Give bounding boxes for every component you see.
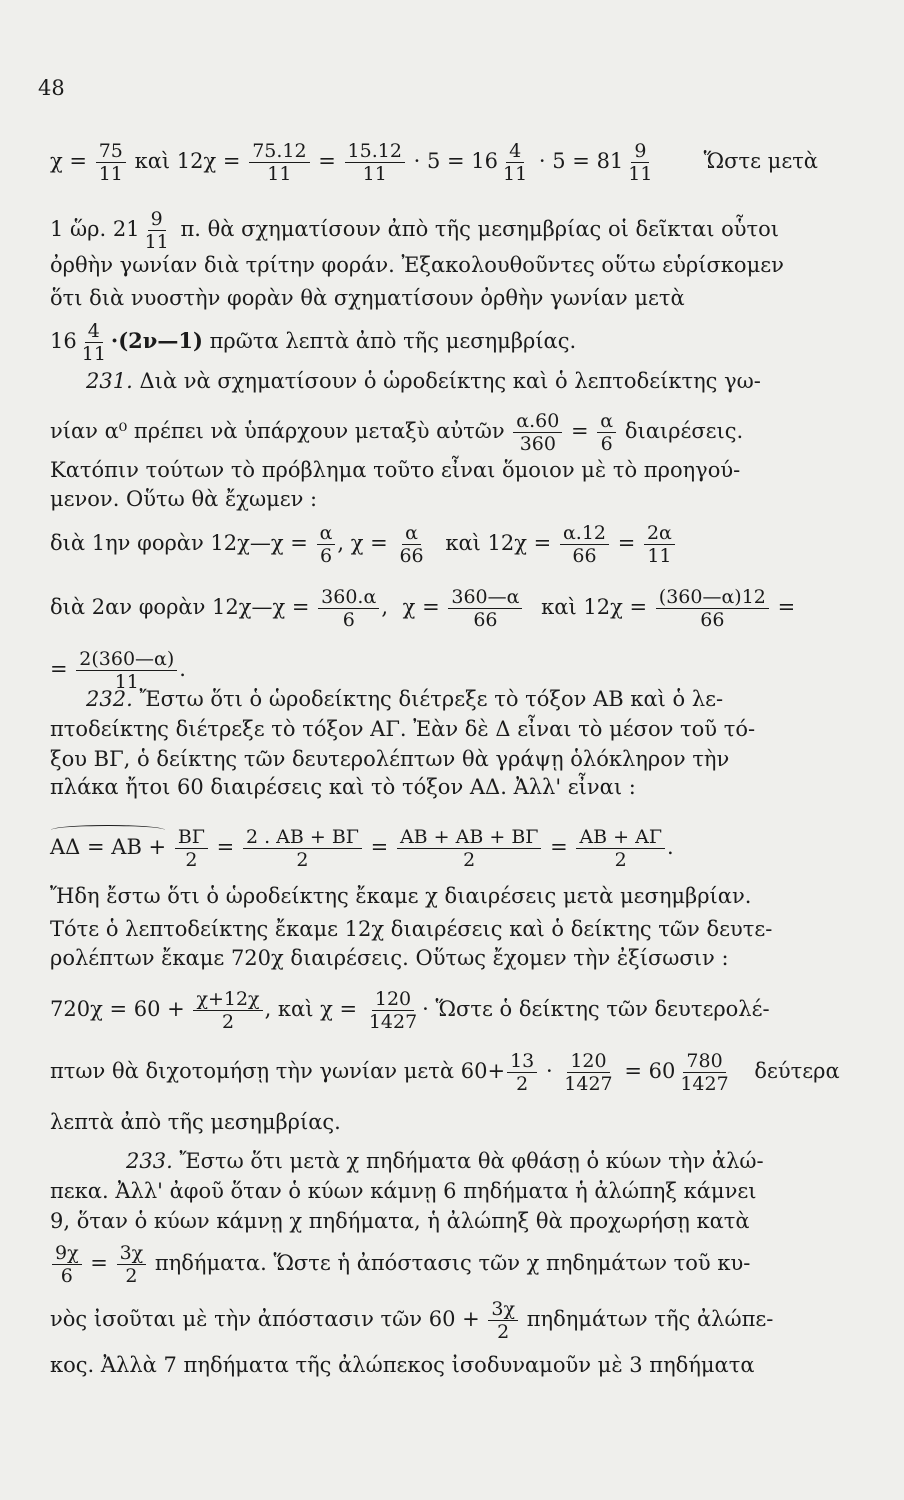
section-number: 233. bbox=[126, 1149, 173, 1173]
fraction: $\frac{2 . AB + B\Gamma}{2}$ bbox=[243, 826, 362, 871]
math-text: καὶ 12χ = bbox=[134, 149, 241, 173]
equation-line-21: 720χ = 60 + $\frac{\chi+12\chi}{2}$ , καὶ χ = $\frac{120}{1427}$ · Ὥστε ὁ δείκτης τῶν δευτερολέ- bbox=[50, 988, 770, 1033]
text-line: Ὥστε μετὰ bbox=[703, 149, 818, 173]
text-line-16: πλάκα ἤτοι 60 διαιρέσεις καὶ τὸ τόξον ΑΔ. Ἀλλ' εἶναι : bbox=[50, 775, 636, 799]
fraction: $\frac{\alpha.60}{360}$ bbox=[513, 410, 562, 455]
fraction: $\frac{120}{1427}$ bbox=[564, 1050, 613, 1095]
text-line-26: 9, ὅταν ὁ κύων κάμνῃ χ πηδήματα, ἡ ἀλώπηξ θὰ προχωρήσῃ κατὰ bbox=[50, 1209, 750, 1233]
text-line-5: 16 $\frac{4}{11}$ ·(2ν—1) πρῶτα λεπτὰ ἀπὸ τῆς μεσημβρίας. bbox=[50, 320, 577, 365]
fraction: $\frac{\alpha}{6}$ bbox=[317, 522, 336, 567]
fraction: $\frac{2\alpha}{11}$ bbox=[644, 522, 675, 567]
fraction: $\frac{75}{11}$ bbox=[96, 140, 126, 185]
text-line-19: Τότε ὁ λεπτοδείκτης ἔκαμε 12χ διαιρέσεις καὶ ὁ δείκτης τῶν δευτε- bbox=[50, 917, 773, 941]
fraction: $\frac{\alpha}{66}$ bbox=[399, 522, 424, 567]
fraction: $\frac{15.12}{11}$ bbox=[345, 140, 405, 185]
text-line-25: πεκα. Ἀλλ' ἀφοῦ ὅταν ὁ κύων κάμνῃ 6 πηδήματα ἡ ἀλώπηξ κάμνει bbox=[50, 1179, 757, 1203]
equation-line-17: ΑΔ = ΑΒ + $\frac{B\Gamma}{2}$ = $\frac{2 . AB + B\Gamma}{2}$ = $\frac{AB + AB + B\Gamma}{2}$ = $\frac{AB + A\Gamma}{2}$ . bbox=[50, 826, 674, 871]
text-line-8: Κατόπιν τούτων τὸ πρόβλημα τοῦτο εἶναι ὅμοιον μὲ τὸ προηγού- bbox=[50, 458, 741, 482]
section-232: 232. Ἔστω ὅτι ὁ ὡροδείκτης διέτρεξε τὸ τόξον ΑΒ καὶ ὁ λε- bbox=[86, 687, 724, 711]
fraction: $\frac{75.12}{11}$ bbox=[249, 140, 309, 185]
fraction: $\frac{\alpha.12}{66}$ bbox=[560, 522, 609, 567]
text-line-9: μενον. Οὕτω θὰ ἔχωμεν : bbox=[50, 487, 318, 511]
fraction: $\frac{9}{11}$ bbox=[628, 140, 653, 185]
equation-line-1: χ = $\frac{75}{11}$ καὶ 12χ = $\frac{75.12}{11}$ = $\frac{15.12}{11}$ · 5 = 16 $\frac{4}{11}$ · 5 = 81 $\frac{9}{11}$ Ὥστε μετὰ bbox=[50, 140, 818, 185]
equation-line-27: $\frac{9\chi}{6}$ = $\frac{3\chi}{2}$ πηδήματα. Ὥστε ἡ ἀπόστασις τῶν χ πηδημάτων τοῦ κυ- bbox=[50, 1242, 818, 1287]
fraction: $\frac{\alpha}{6}$ bbox=[597, 410, 616, 455]
fraction: $\frac{AB + A\Gamma}{2}$ bbox=[576, 826, 665, 871]
text-line-3: ὀρθὴν γωνίαν διὰ τρίτην φοράν. Ἐξακολουθοῦντες οὕτω εὑρίσκομεν bbox=[50, 253, 784, 277]
text-line-2: 1 ὥρ. 21 $\frac{9}{11}$ π. θὰ σχηματίσουν ἀπὸ τῆς μεσημβρίας οἱ δεῖκται οὗτοι bbox=[50, 208, 780, 253]
fraction: $\frac{360.\alpha}{6}$ bbox=[318, 586, 379, 631]
equation-line-10: διὰ 1ην φορὰν 12χ—χ = $\frac{\alpha}{6}$ , χ = $\frac{\alpha}{66}$ καὶ 12χ = $\frac{\alpha.12}{66}$ = $\frac{2\alpha}{11}$ bbox=[50, 522, 818, 567]
equation-line-28: νὸς ἰσοῦται μὲ τὴν ἀπόστασιν τῶν 60 + $\frac{3\chi}{2}$ πηδημάτων τῆς ἀλώπε- bbox=[50, 1298, 774, 1343]
section-233: 233. Ἔστω ὅτι μετὰ χ πηδήματα θὰ φθάσῃ ὁ κύων τὴν ἀλώ- bbox=[126, 1149, 764, 1173]
text-line-15: ξου ΒΓ, ὁ δείκτης τῶν δευτερολέπτων θὰ γράψῃ ὁλόκληρον τὴν bbox=[50, 747, 730, 771]
fraction: $\frac{9\chi}{6}$ bbox=[52, 1242, 82, 1287]
fraction: $\frac{780}{1427}$ bbox=[680, 1050, 729, 1095]
text-line-29: κος. Ἀλλὰ 7 πηδήματα τῆς ἀλώπεκος ἰσοδυναμοῦν μὲ 3 πηδήματα bbox=[50, 1353, 755, 1377]
equation-line-22: πτων θὰ διχοτομήσῃ τὴν γωνίαν μετὰ 60+ $\frac{13}{2}$ · $\frac{120}{1427}$ = 60 $\frac{780}{1427}$ δεύτερα bbox=[50, 1050, 840, 1095]
fraction: $\frac{13}{2}$ bbox=[507, 1050, 537, 1095]
fraction: $\frac{(360—\alpha)12}{66}$ bbox=[656, 586, 769, 631]
section-231: 231. Διὰ νὰ σχηματίσουν ὁ ὡροδείκτης καὶ ὁ λεπτοδείκτης γω- bbox=[86, 369, 761, 393]
text-line-23: λεπτὰ ἀπὸ τῆς μεσημβρίας. bbox=[50, 1110, 341, 1134]
fraction: $\frac{3\chi}{2}$ bbox=[488, 1298, 518, 1343]
fraction: $\frac{B\Gamma}{2}$ bbox=[175, 826, 208, 871]
page-number: 48 bbox=[38, 76, 65, 100]
fraction: $\frac{AB + AB + B\Gamma}{2}$ bbox=[397, 826, 542, 871]
math-text: · 5 = 81 bbox=[538, 149, 624, 173]
fraction: $\frac{120}{1427}$ bbox=[368, 988, 418, 1033]
text-line-14: πτοδείκτης διέτρεξε τὸ τόξον ΑΓ. Ἐὰν δὲ Δ εἶναι τὸ μέσον τοῦ τό- bbox=[50, 717, 756, 741]
fraction: $\frac{360—\alpha}{66}$ bbox=[448, 586, 522, 631]
math-text: · 5 = 16 bbox=[413, 149, 499, 173]
fraction: $\frac{4}{11}$ bbox=[81, 320, 106, 365]
text-line-18: Ἤδη ἔστω ὅτι ὁ ὡροδείκτης ἔκαμε χ διαιρέσεις μετὰ μεσημβρίαν. bbox=[50, 884, 752, 908]
text-line-20: ρολέπτων ἔκαμε 720χ διαιρέσεις. Οὕτως ἔχομεν τὴν ἐξίσωσιν : bbox=[50, 946, 729, 970]
section-number: 231. bbox=[86, 369, 133, 393]
fraction: $\frac{\chi+12\chi}{2}$ bbox=[193, 988, 262, 1033]
text-line-4: ὅτι διὰ νυοστὴν φορὰν θὰ σχηματίσουν ὀρθὴν γωνίαν μετὰ bbox=[50, 286, 685, 310]
fraction: $\frac{2(360—\alpha)}{11}$ bbox=[76, 648, 177, 693]
fraction: $\frac{9}{11}$ bbox=[144, 208, 169, 253]
fraction: $\frac{3\chi}{2}$ bbox=[117, 1242, 147, 1287]
section-number: 232. bbox=[86, 687, 133, 711]
equation-line-11: διὰ 2αν φορὰν 12χ—χ = $\frac{360.\alpha}{6}$ , χ = $\frac{360—\alpha}{66}$ καὶ 12χ = $\frac{(360—\alpha)12}{66}$ = bbox=[50, 586, 796, 631]
math-text: χ = bbox=[50, 149, 87, 173]
text-line-7: νίαν α⁰ πρέπει νὰ ὑπάρχουν μεταξὺ αὐτῶν $\frac{\alpha.60}{360}$ = $\frac{\alpha}{6}$ διαιρέσεις. bbox=[50, 410, 744, 455]
equation-line-12: = $\frac{2(360—\alpha)}{11}$ . bbox=[50, 648, 186, 693]
fraction: $\frac{4}{11}$ bbox=[503, 140, 528, 185]
